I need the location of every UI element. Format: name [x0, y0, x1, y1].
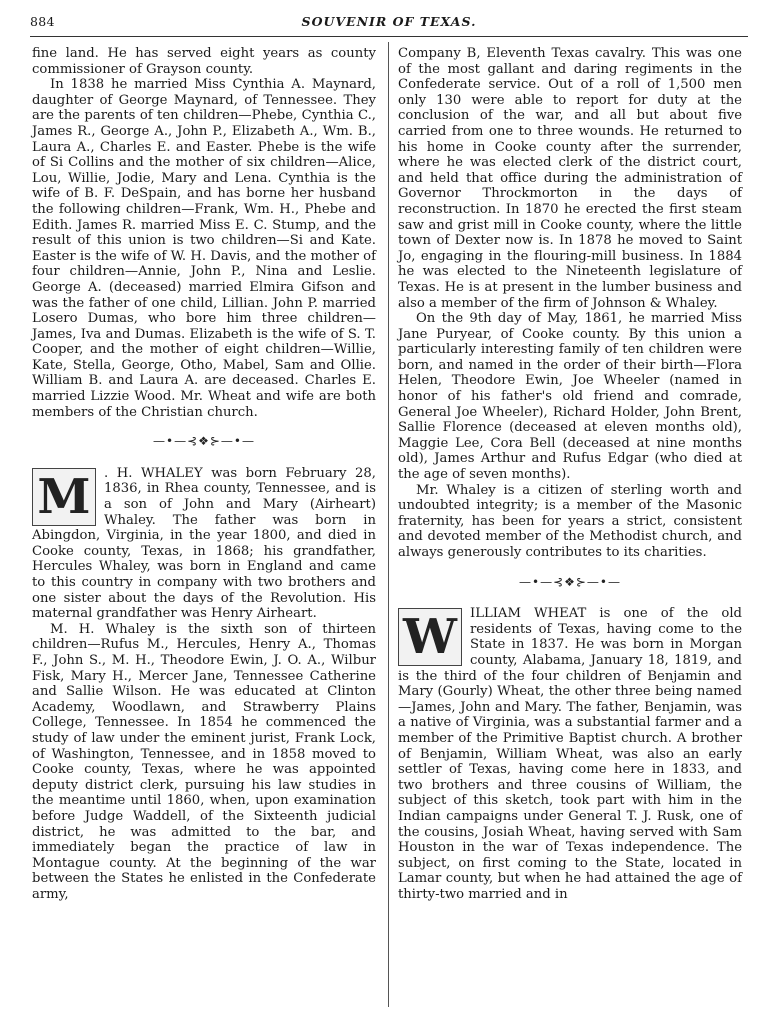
section-ornament: —•—⊰❖⊱—•— [152, 434, 256, 449]
wheat-biography-intro [398, 606, 742, 902]
paragraph: Mr. Whaley is a citizen of sterling worth and undoubted integrity; is a member of the Masonic fraternity, has been for years a strict, consistent and devoted member of the Methodist church, and always generously contributes to its charities. [398, 482, 742, 560]
page-number: 884 [30, 14, 55, 29]
left-column [32, 46, 376, 902]
whaley-biography-intro [32, 466, 376, 622]
column-divider [388, 42, 389, 1007]
section-ornament: —•—⊰❖⊱—•— [518, 574, 622, 589]
dropcap-w: W [398, 608, 462, 666]
right-column [398, 46, 742, 902]
paragraph: M. H. Whaley is the sixth son of thirteen children—Rufus M., Hercules, Henry A., Thomas F., John S., M. H., Theodore Ewin, J. O. A., Wilbur Fisk, Mary H., Mercer Jane, Tennessee Catherine and Sallie Wilson. He was educated at Clinton Academy, Woodlawn, and Strawberry Plains College, Tennessee. In 1854 he commenced the study of law under the eminent jurist, Frank Lock, of Washington, Tennessee, and in 1858 moved to Cooke county, Texas, where he was appointed deputy district clerk, pursuing his law studies in the meantime until 1860, when, upon examination before Judge Waddell, of the Sixteenth judicial district, he was admitted to the bar, and immediately began the practice of law in Montague county. At the beginning of the war between the States he enlisted in the Confederate army, [32, 621, 376, 902]
dropcap-m: M [32, 468, 96, 526]
page-header [30, 14, 748, 32]
header-rule [30, 36, 748, 37]
paragraph: Company B, Eleventh Texas cavalry. This was one of the most gallant and daring regiments in the Confederate service. Out of a roll of 1,500 men only 130 were able to report for duty at the conclusion of the war, and all but about five carried from one to three wounds. He returned to his home in Cooke county after the surrender, where he was elected clerk of the district court, and held that office during the administration of Governor Throckmorton in the days of reconstruction. In 1870 he erected the first steam saw and grist mill in Cooke county, where the little town of Dexter now is. In 1878 he moved to Saint Jo, engaging in the flouring-mill business. In 1884 he was elected to the Nineteenth legislature of Texas. He is at present in the lumber business and also a member of the firm of Johnson & Whaley. [398, 46, 742, 311]
paragraph: fine land. He has served eight years as county commissioner of Grayson county. [32, 46, 376, 77]
paragraph: In 1838 he married Miss Cynthia A. Maynard, daughter of George Maynard, of Tennessee. They are the parents of ten children—Phebe, Cynthia C., James R., George A., John P., Elizabeth A., Wm. B., Laura A., Charles E. and Easter. Phebe is the wife of Si Collins and the mother of six children—Alice, Lou, Willie, Jodie, Mary and Lena. Cynthia is the wife of B. F. DeSpain, and has borne her husband the following children—Frank, Wm. H., Phebe and Edith. James R. married Miss E. C. Stump, and the result of this union is two children—Si and Kate. Easter is the wife of W. H. Davis, and the mother of four children—Annie, John P., Nina and Leslie. George A. (deceased) married Elmira Gifson and was the father of one child, Lillian. John P. married Losero Dumas, who bore him three children—James, Iva and Dumas. Elizabeth is the wife of S. T. Cooper, and the mother of eight children—Willie, Kate, Stella, George, Otho, Mabel, Sam and Ollie. William B. and Laura A. are deceased. Charles E. married Lizzie Wood. Mr. Wheat and wife are both members of the Christian church. [32, 77, 376, 420]
wheat-intro-text: ILLIAM WHEAT is one of the old residents of Texas, having come to the State in 1837. He was born in Morgan county, Alabama, January 18, 1819, and is the third of the four children of Benjamin and Mary (Gourly) Wheat, the other three being named—James, John and Mary. The father, Benjamin, was a native of Virginia, was a substantial farmer and a member of the Primitive Baptist church. A brother of Benjamin, William Wheat, was also an early settler of Texas, having come here in 1833, and two brothers and three cousins of William, the subject of this sketch, took part with him in the Indian campaigns under General T. J. Rusk, one of the cousins, Josiah Wheat, having served with Sam Houston in the war of Texas independence. The subject, on first coming to the State, located in Lamar county, but when he had attained the age of thirty-two married and in [398, 606, 742, 902]
running-title: SOUVENIR OF TEXAS. [301, 14, 477, 29]
paragraph: On the 9th day of May, 1861, he married Miss Jane Puryear, of Cooke county. By this union a particularly interesting family of ten children were born, and named in the order of their birth—Flora Helen, Theodore Ewin, Joe Wheeler (named in honor of his father's old friend and comrade, General Joe Wheeler), Richard Holder, John Brent, Sallie Florence (deceased at eleven months old), Maggie Lee, Cora Bell (deceased at nine months old), James Arthur and Rufus Edgar (who died at the age of seven months). [398, 311, 742, 483]
whaley-intro-text: . H. WHALEY was born February 28, 1836, in Rhea county, Tennessee, and is a son of John and Mary (Airheart) Whaley. The father was born in Abingdon, Virginia, in the year 1800, and died in Cooke county, Texas, in 1868; his grandfather, Hercules Whaley, was born in England and came to this country in company with two brothers and one sister about the days of the Revolution. His maternal grandfather was Henry Airheart. [32, 465, 376, 622]
